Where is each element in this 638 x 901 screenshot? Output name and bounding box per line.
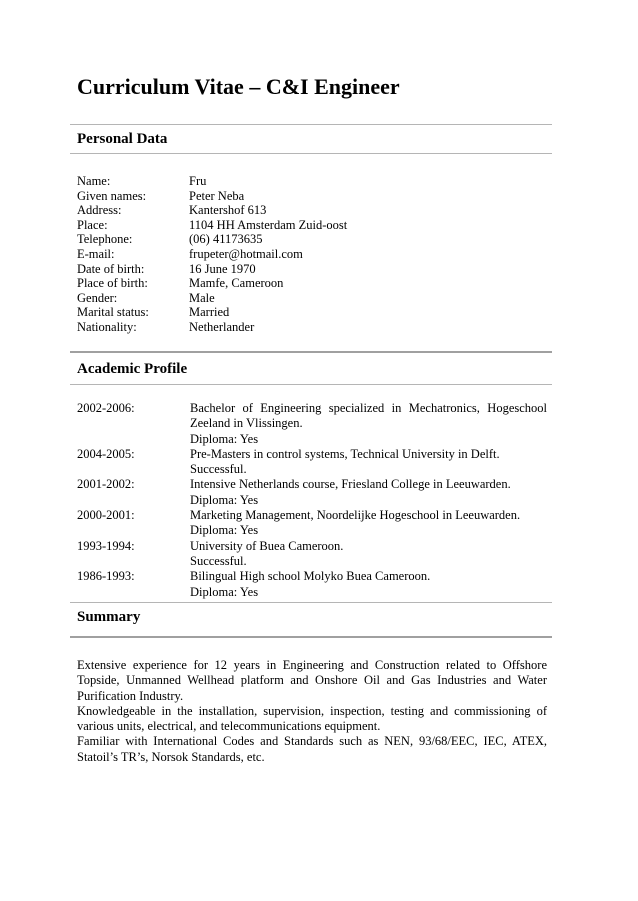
- field-value: Fru: [189, 174, 207, 188]
- personal-data-heading: Personal Data: [77, 131, 168, 147]
- field-value: Netherlander: [189, 319, 255, 334]
- academic-description: [190, 401, 547, 447]
- personal-row-marital-status: [77, 305, 347, 320]
- academic-period: 2000-2001:: [77, 508, 135, 523]
- summary-paragraph: Familiar with International Codes and Standards such as NEN, 93/68/EEC, IEC, ATEX, Statoil’s TR’s, Norsok Standards, etc.: [77, 734, 547, 764]
- section-divider: [70, 153, 552, 154]
- section-divider: [70, 351, 552, 353]
- field-label: Telephone:: [77, 232, 133, 247]
- academic-line: Bilingual High school Molyko Buea Cameroon.: [190, 569, 431, 584]
- field-value: frupeter@hotmail.com: [189, 246, 303, 261]
- academic-description: [190, 477, 547, 508]
- section-divider: [70, 602, 552, 603]
- personal-row-place: [77, 218, 347, 233]
- academic-description: [190, 539, 547, 570]
- personal-row-name: [77, 174, 347, 189]
- field-value: Married: [189, 305, 230, 320]
- academic-line: University of Buea Cameroon.: [190, 538, 344, 553]
- academic-period: 2002-2006:: [77, 401, 135, 415]
- academic-line: Successful.: [190, 553, 247, 568]
- summary-header: [70, 602, 552, 638]
- academic-period: 1986-1993:: [77, 569, 135, 584]
- section-divider: [70, 124, 552, 125]
- academic-entry: [77, 477, 547, 508]
- academic-description: [190, 569, 547, 600]
- academic-line: Bachelor of Engineering specialized in Mechatronics, Hogeschool Zeeland in Vlissingen.: [190, 401, 547, 431]
- personal-row-nationality: [77, 320, 347, 335]
- academic-line: Diploma: Yes: [190, 431, 259, 446]
- field-label: E-mail:: [77, 246, 115, 261]
- academic-line: Diploma: Yes: [190, 523, 259, 538]
- field-label: Nationality:: [77, 319, 137, 334]
- section-divider: [70, 384, 552, 385]
- academic-line: Diploma: Yes: [190, 584, 259, 599]
- field-label: Name:: [77, 174, 111, 188]
- academic-line: Successful.: [190, 462, 247, 477]
- field-label: Marital status:: [77, 305, 149, 320]
- academic-period: 1993-1994:: [77, 538, 135, 553]
- summary-heading: Summary: [77, 609, 141, 625]
- academic-profile-header: [70, 351, 552, 385]
- field-label: Date of birth:: [77, 261, 145, 276]
- personal-row-email: [77, 247, 347, 262]
- academic-line: Diploma: Yes: [190, 492, 259, 507]
- academic-entry: [77, 539, 547, 570]
- academic-line: Marketing Management, Noordelijke Hogeschool in Leeuwarden.: [190, 508, 521, 523]
- academic-profile-heading: Academic Profile: [77, 361, 188, 377]
- academic-entry: [77, 569, 547, 600]
- personal-data-header: [70, 124, 552, 154]
- field-label: Place:: [77, 217, 108, 232]
- academic-period: 2004-2005:: [77, 446, 135, 461]
- personal-row-telephone: [77, 232, 347, 247]
- personal-row-date-of-birth: [77, 262, 347, 277]
- personal-row-gender: [77, 291, 347, 306]
- field-value: 1104 HH Amsterdam Zuid-oost: [189, 217, 348, 232]
- section-divider: [70, 636, 552, 638]
- field-value: Mamfe, Cameroon: [189, 276, 284, 291]
- summary-text: [77, 658, 547, 765]
- field-label: Gender:: [77, 290, 118, 305]
- personal-row-given-names: [77, 189, 347, 204]
- academic-description: [190, 508, 547, 539]
- summary-paragraph: Extensive experience for 12 years in Engineering and Construction related to Offshore Topside, Unmanned Wellhead platform and Onshore Oil and Gas Industries and Water Purification Industry.: [77, 658, 547, 703]
- academic-line: Intensive Netherlands course, Friesland College in Leeuwarden.: [190, 477, 511, 492]
- academic-entry: [77, 447, 547, 478]
- field-label: Address:: [77, 203, 122, 218]
- personal-data-list: [77, 174, 347, 335]
- academic-line: Pre-Masters in control systems, Technical University in Delft.: [190, 446, 500, 461]
- academic-profile-list: [77, 401, 547, 600]
- field-value: Kantershof 613: [189, 203, 267, 218]
- summary-paragraph: Knowledgeable in the installation, supervision, inspection, testing and commissioning of various units, electrical, and telecommunications equipment.: [77, 703, 547, 734]
- field-value: Male: [189, 290, 215, 305]
- field-value: (06) 41173635: [189, 232, 263, 247]
- page-title: Curriculum Vitae – C&I Engineer: [77, 74, 400, 99]
- field-label: Place of birth:: [77, 276, 148, 291]
- academic-entry: [77, 401, 547, 447]
- personal-row-place-of-birth: [77, 276, 347, 291]
- field-value: Peter Neba: [189, 188, 245, 203]
- personal-row-address: [77, 203, 347, 218]
- academic-entry: [77, 508, 547, 539]
- field-value: 16 June 1970: [189, 261, 256, 276]
- academic-description: [190, 447, 547, 478]
- field-label: Given names:: [77, 188, 147, 203]
- academic-period: 2001-2002:: [77, 477, 135, 492]
